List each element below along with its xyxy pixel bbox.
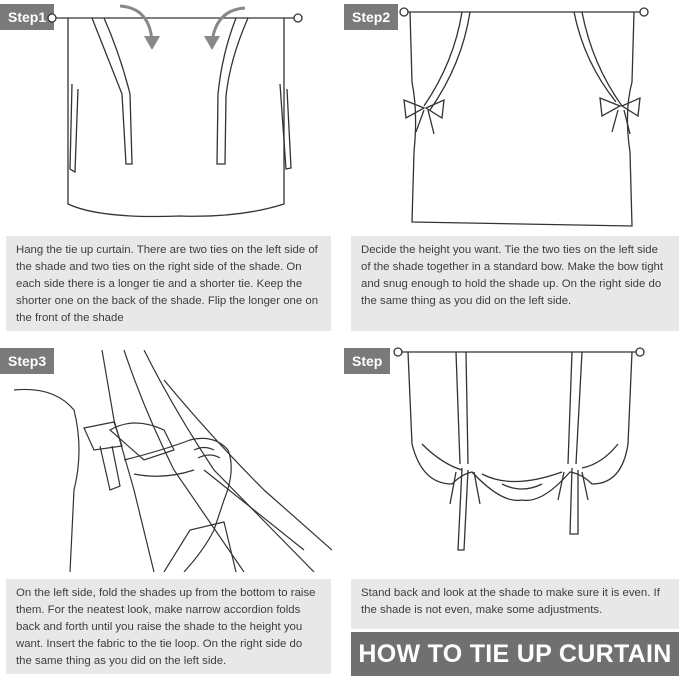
step2-illustration bbox=[394, 2, 656, 230]
step4-badge: Step 4 bbox=[344, 348, 390, 374]
step3-illustration bbox=[14, 350, 332, 572]
step2-badge: Step2 bbox=[344, 4, 398, 30]
step4-illustration bbox=[392, 344, 652, 566]
step1-caption: Hang the tie up curtain. There are two ties on the left side of the shade and two ties on the right side of the shade. On each side there is a longer tie and a shorter tie. Keep the shorter one on the back of the shade. Flip the longer one on the front of the shade bbox=[6, 236, 331, 331]
page-title: HOW TO TIE UP CURTAIN bbox=[351, 632, 679, 676]
step1-illustration bbox=[40, 4, 310, 230]
step2-caption: Decide the height you want. Tie the two ties on the left side of the shade together in a standard bow. Make the bow tight and snug enough to hold the shade up. On the right side do the same thing as you did on the left side. bbox=[351, 236, 679, 331]
step3-caption: On the left side, fold the shades up from the bottom to raise them. For the neatest look, make narrow accordion folds back and forth until you raise the shade to the height you want. Insert the fabric to the tie loop. On the right side do the same thing as you did on the left side. bbox=[6, 579, 331, 674]
step3-badge: Step3 bbox=[0, 348, 54, 374]
step1-badge: Step1 bbox=[0, 4, 54, 30]
step4-caption: Stand back and look at the shade to make sure it is even. If the shade is not even, make some adjustments. bbox=[351, 579, 679, 629]
